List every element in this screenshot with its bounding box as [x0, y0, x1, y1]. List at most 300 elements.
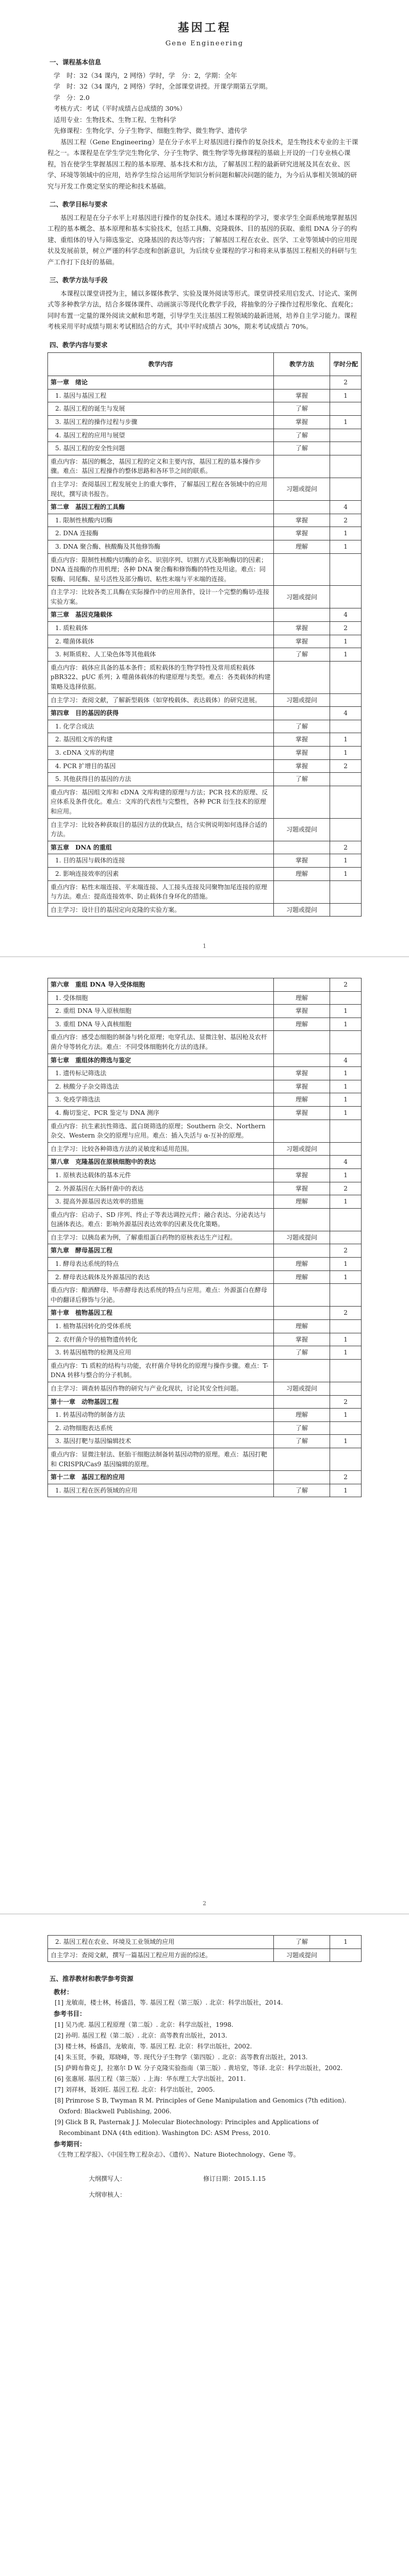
table-row-item	[48, 733, 362, 747]
syllabus-table-part-3	[47, 1935, 362, 1962]
cell-content: 5. 基因工程的安全性问题	[48, 442, 274, 455]
intro-paragraph: 基因工程（Gene Engineering）是在分子水平上对基因进行操作的复杂技术，是生物技术专业的主干课程之一。本课程是在学生学完生物化学、分子生物学、微生物学等先修课程的基础上开设的一门专业核心课程，旨在使学生掌握基因工程的基本原理、基本技术和方法，了解基因工程的最新研究进展及其在农业、医学、环境等领域中的应用，培养学生综合运用所学知识分析问题和解决问题的能力，为今后从事相关领域的研究与开发工作奠定坚实的理论和技术基础。	[47, 138, 358, 190]
table-row-item	[48, 1421, 362, 1435]
table-row-study	[48, 478, 362, 500]
cell-content: 第二章 基因工程的工具酶	[48, 501, 274, 514]
syllabus-table-part-2	[47, 978, 362, 1497]
cell-method	[273, 1359, 330, 1382]
table-row-chapter	[48, 1307, 362, 1320]
table-row-item	[48, 415, 362, 429]
cell-hours: 4	[330, 1156, 362, 1169]
basic-info-line: 学 分：2.0	[54, 93, 90, 101]
table-row-item	[48, 991, 362, 1005]
section-heading-references: 五、推荐教材和教学参考资源	[50, 1975, 134, 1983]
cell-hours	[330, 1284, 362, 1307]
cell-content: 2. 外源基因在大肠杆菌中的表达	[48, 1182, 274, 1195]
cell-hours: 1	[330, 1093, 362, 1107]
cell-method: 了解	[273, 648, 330, 662]
date-field	[203, 2174, 266, 2184]
cell-method: 掌握	[273, 1005, 330, 1018]
cell-content: 重点内容：粘性末端连接、平末端连接、人工接头连接及同聚物加尾连接的原理与方法。难点：提高连接效率、防止载体自身环化的措施。	[48, 880, 274, 903]
cell-method: 习题或提问	[273, 1382, 330, 1396]
cell-content: 重点内容：基因的概念，基因工程的定义和主要内容，基因工程的基本操作步骤。难点：基因工程操作的整体思路和各环节之间的联系。	[48, 455, 274, 478]
cell-content: 1. 转基因动物的制备方法	[48, 1409, 274, 1422]
cell-hours: 1	[330, 389, 362, 402]
cell-hours: 1	[330, 1018, 362, 1031]
table-row-item	[48, 514, 362, 527]
cell-hours	[330, 1382, 362, 1396]
table-header-hours: 学时分配	[330, 353, 362, 376]
cell-hours: 1	[330, 1258, 362, 1271]
cell-content: 1. 化学合成法	[48, 720, 274, 733]
cell-content: 第一章 绪论	[48, 376, 274, 389]
cell-content: 4. PCR 扩增目的基因	[48, 759, 274, 773]
cell-content: 1. 质粒载体	[48, 622, 274, 635]
cell-hours: 1	[330, 1484, 362, 1497]
cell-hours: 4	[330, 1054, 362, 1067]
cell-hours: 2	[330, 1244, 362, 1258]
table-row-item	[48, 1270, 362, 1284]
cell-hours: 2	[330, 1307, 362, 1320]
table-row-key	[48, 1448, 362, 1470]
cell-method: 掌握	[273, 635, 330, 648]
cell-hours: 2	[330, 1182, 362, 1195]
reference-entry: [2] 孙明. 基因工程（第二版）. 北京：高等教育出版社，2013.	[55, 2031, 227, 2039]
cell-content: 重点内容：Ti 质粒的结构与功能，农杆菌介导转化的原理与操作步骤。难点：T-DNA 转移与整合的分子机制。	[48, 1359, 274, 1382]
cell-content: 第十一章 动物基因工程	[48, 1395, 274, 1409]
page-subtitle: Gene Engineering	[165, 39, 244, 47]
cell-content: 3. DNA 聚合酶、核酸酶及其他修饰酶	[48, 540, 274, 553]
table-row-item	[48, 1936, 362, 1949]
reviewer-row	[47, 2190, 362, 2200]
cell-hours	[330, 818, 362, 841]
cell-content: 第六章 重组 DNA 导入受体细胞	[48, 978, 274, 992]
table-row-item	[48, 402, 362, 416]
table-row-item	[48, 540, 362, 553]
reference-entry: [6] 张惠展. 基因工程（第三版）. 上海：华东理工大学出版社，2011.	[55, 2075, 246, 2082]
table-row-chapter	[48, 608, 362, 622]
cell-content: 自主学习：查阅基因工程发展史上的重大事件，了解基因工程在各领域中的应用现状，撰写读书报告。	[48, 478, 274, 500]
table-row-item	[48, 1093, 362, 1107]
syllabus-table-part-1	[47, 352, 362, 917]
cell-hours: 2	[330, 514, 362, 527]
cell-content: 重点内容：显微注射法、胚胎干细胞法制备转基因动物的原理。难点：基因打靶和 CRISPR/Cas9 基因编辑的原理。	[48, 1448, 274, 1470]
table-row-chapter	[48, 1156, 362, 1169]
cell-method: 了解	[273, 402, 330, 416]
cell-hours	[330, 586, 362, 608]
cell-hours	[330, 880, 362, 903]
table-row-chapter	[48, 501, 362, 514]
reference-entry: [4] 朱玉贤，李毅，郑晓峰，等. 现代分子生物学（第四版）. 北京：高等教育出版社，2013.	[55, 2053, 308, 2061]
reference-entry: [3] 楼士林，杨盛昌，龙敏南，等. 基因工程. 北京：科学出版社，2002.	[55, 2042, 252, 2050]
cell-method: 掌握	[273, 514, 330, 527]
cell-method	[273, 1307, 330, 1320]
table-row-item	[48, 1067, 362, 1080]
cell-content: 自主学习：查阅文献，了解新型载体（如穿梭载体、表达载体）的研究进展。	[48, 693, 274, 707]
cell-hours	[330, 720, 362, 733]
cell-method: 理解	[273, 1320, 330, 1333]
cell-content: 4. 酶切鉴定、PCR 鉴定与 DNA 测序	[48, 1106, 274, 1120]
cell-method: 了解	[273, 1484, 330, 1497]
cell-method: 理解	[273, 991, 330, 1005]
cell-method	[273, 1120, 330, 1142]
table-row-item	[48, 1182, 362, 1195]
objectives-paragraph: 基因工程是在分子水平上对基因进行操作的复杂技术。通过本课程的学习，要求学生全面系统地掌握基因工程的基本概念、基本原理和基本实验技术，包括工具酶、克隆载体、目的基因的获取、重组 DNA 分子的构建、重组体的导入与筛选鉴定、克隆基因的表达等内容；了解基因工程在农业、医学、工业等领域中的应用现状及发展前景，树立严谨的科学态度和创新意识，为后续专业课程的学习和将来从事基因工程相关的科研与生产工作打下良好的基础。	[47, 213, 357, 266]
cell-hours	[330, 1031, 362, 1054]
reference-entry: [8] Primrose S B, Twyman R M. Principles of Gene Manipulation and Genomics (7th edition). Oxford: Blackwell Publishing, 2006.	[55, 2096, 347, 2115]
basic-info-line: 适用专业：生物技术、生物工程、生物科学	[54, 115, 176, 124]
cell-content: 2. 农杆菌介导的植物遗传转化	[48, 1333, 274, 1346]
cell-content: 重点内容：载体应具备的基本条件；质粒载体的生物学特性及常用质粒载体 pBR322、pUC 系列；λ 噬菌体载体的构建原理与类型。难点：各类载体的构建策略及选择依据。	[48, 661, 274, 693]
cell-content: 3. cDNA 文库的构建	[48, 747, 274, 760]
page-title: 基因工程	[177, 21, 232, 35]
section-heading-content: 四、教学内容与要求	[50, 341, 108, 349]
cell-content: 3. 转基因植物的检测及应用	[48, 1346, 274, 1360]
cell-method: 习题或提问	[273, 903, 330, 917]
cell-content: 1. 受体细胞	[48, 991, 274, 1005]
page-2	[0, 957, 409, 1913]
table-row-item	[48, 622, 362, 635]
table-row-item	[48, 429, 362, 442]
cell-content: 2. 核酸分子杂交筛选法	[48, 1080, 274, 1093]
cell-content: 2. 基因工程在农业、环境及工业领域的应用	[48, 1936, 274, 1949]
cell-method: 习题或提问	[273, 818, 330, 841]
table-row-key	[48, 786, 362, 818]
cell-method: 掌握	[273, 1168, 330, 1182]
table-row-study	[48, 903, 362, 917]
cell-hours: 1	[330, 1346, 362, 1360]
cell-method	[273, 608, 330, 622]
cell-method	[273, 1208, 330, 1231]
cell-content: 自主学习：调查转基因作物的研究与产业化现状，讨论其安全性问题。	[48, 1382, 274, 1396]
cell-hours	[330, 553, 362, 586]
cell-method	[273, 501, 330, 514]
table-row-item	[48, 759, 362, 773]
cell-method: 习题或提问	[273, 1231, 330, 1244]
cell-content: 重点内容：感受态细胞的制备与转化原理；电穿孔法、显微注射、基因枪及农杆菌介导等转化方法。难点：不同受体细胞转化方法的选择。	[48, 1031, 274, 1054]
table-row-item	[48, 442, 362, 455]
table-row-item	[48, 867, 362, 880]
cell-method: 习题或提问	[273, 1948, 330, 1962]
page-3	[0, 1914, 409, 2576]
cell-method	[273, 376, 330, 389]
cell-method	[273, 1054, 330, 1067]
table-row-item	[48, 773, 362, 786]
table-row-item	[48, 1346, 362, 1360]
cell-method: 了解	[273, 720, 330, 733]
cell-content: 第十二章 基因工程的应用	[48, 1471, 274, 1484]
table-row-key	[48, 1120, 362, 1142]
cell-method: 理解	[273, 1018, 330, 1031]
table-header-method: 教学方法	[273, 353, 330, 376]
cell-content: 重点内容：酿酒酵母、毕赤酵母表达系统的特点与应用。难点：外源蛋白在酵母中的翻译后修饰与分泌。	[48, 1284, 274, 1307]
table-row-item	[48, 635, 362, 648]
cell-method: 习题或提问	[273, 1142, 330, 1156]
table-row-item	[48, 1435, 362, 1448]
cell-method: 理解	[273, 1270, 330, 1284]
reference-list	[47, 2020, 362, 2139]
table-row-item	[48, 1195, 362, 1209]
cell-method	[273, 1284, 330, 1307]
writer-label: 大纲撰写人：	[89, 2175, 126, 2183]
basic-info-line: 学 时：32（34 课内，2 网络）学时，全部课堂讲授。开课学期第五学期。	[54, 82, 272, 91]
cell-hours: 1	[330, 1168, 362, 1182]
cell-method: 掌握	[273, 1106, 330, 1120]
reviewer-label: 大纲审核人：	[89, 2191, 126, 2198]
cell-hours	[330, 455, 362, 478]
table-row-item	[48, 854, 362, 868]
table-row-item	[48, 1018, 362, 1031]
cell-content: 1. 植物基因转化的受体系统	[48, 1320, 274, 1333]
table-row-key	[48, 1359, 362, 1382]
cell-hours: 1	[330, 1936, 362, 1949]
cell-method: 掌握	[273, 733, 330, 747]
cell-content: 3. 免疫学筛选法	[48, 1093, 274, 1107]
cell-hours	[330, 786, 362, 818]
cell-method: 习题或提问	[273, 478, 330, 500]
cell-content: 1. 酵母表达系统的特点	[48, 1258, 274, 1271]
cell-hours	[330, 402, 362, 416]
cell-method: 了解	[273, 773, 330, 786]
date-value: 2015.1.15	[234, 2175, 266, 2183]
cell-content: 第八章 克隆基因在原核细胞中的表达	[48, 1156, 274, 1169]
cell-hours: 2	[330, 622, 362, 635]
cell-method	[273, 1244, 330, 1258]
basic-info-line: 学 时：32（34 课内，2 网络）学时，学 分：2，学期：全年	[54, 71, 237, 79]
cell-hours	[330, 1448, 362, 1470]
cell-method	[273, 707, 330, 720]
table-row-study	[48, 693, 362, 707]
table-row-chapter	[48, 707, 362, 720]
table-row-study	[48, 1142, 362, 1156]
cell-hours: 1	[330, 648, 362, 662]
table-row-study	[48, 1231, 362, 1244]
cell-content: 自主学习：设计目的基因定向克隆的实验方案。	[48, 903, 274, 917]
table-row-item	[48, 1106, 362, 1120]
cell-content: 1. 目的基因与载体的连接	[48, 854, 274, 868]
cell-hours	[330, 991, 362, 1005]
cell-method	[273, 553, 330, 586]
table-row-key	[48, 1284, 362, 1307]
textbook-label: 教材：	[54, 1988, 73, 1996]
cell-content: 3. 柯斯质粒、人工染色体等其他载体	[48, 648, 274, 662]
table-row-item	[48, 747, 362, 760]
cell-hours: 1	[330, 1106, 362, 1120]
signature-row	[47, 2174, 362, 2184]
cell-content: 自主学习：查阅文献，撰写一篇基因工程应用方面的综述。	[48, 1948, 274, 1962]
cell-hours: 2	[330, 1471, 362, 1484]
cell-content: 重点内容：抗生素抗性筛选、蓝白斑筛选的原理；Southern 杂交、Northern 杂交、Western 杂交的原理与应用。难点：插入失活与 α-互补的原理。	[48, 1120, 274, 1142]
table-row-item	[48, 1080, 362, 1093]
cell-content: 自主学习：比较各种筛选方法的灵敏度和适用范围。	[48, 1142, 274, 1156]
cell-content: 2. 基因组文库的构建	[48, 733, 274, 747]
section-heading-methods: 三、教学方法与手段	[50, 276, 108, 284]
table-row-key	[48, 661, 362, 693]
cell-method	[273, 786, 330, 818]
cell-method: 掌握	[273, 415, 330, 429]
page-number: 1	[203, 943, 206, 950]
reviewer-field	[89, 2190, 126, 2200]
cell-method	[273, 1156, 330, 1169]
cell-content: 第三章 基因克隆载体	[48, 608, 274, 622]
cell-method	[273, 661, 330, 693]
cell-content: 自主学习：比较各类工具酶在实际操作中的应用条件，设计一个完整的酶切-连接实验方案。	[48, 586, 274, 608]
cell-method: 了解	[273, 442, 330, 455]
table-row-key	[48, 880, 362, 903]
cell-content: 第七章 重组体的筛选与鉴定	[48, 1054, 274, 1067]
table-row-key	[48, 553, 362, 586]
reference-entry: [9] Glick B R, Pasternak J J. Molecular Biotechnology: Principles and Applications of Recombinant DNA (4th edition). Washington DC: ASM Press, 2010.	[55, 2118, 319, 2137]
cell-method: 掌握	[273, 527, 330, 540]
cell-hours: 1	[330, 1409, 362, 1422]
cell-content: 3. 基因打靶与基因编辑技术	[48, 1435, 274, 1448]
cell-hours	[330, 1231, 362, 1244]
cell-content: 重点内容：限制性核酸内切酶的命名、识别序列、切割方式及影响酶切的因素；DNA 连接酶的作用机理；各种 DNA 聚合酶和修饰酶的特性及用途。难点：同裂酶、同尾酶、星号活性及部分酶切、粘性末端与平末端的连接。	[48, 553, 274, 586]
basic-info-line: 先修课程：生物化学、分子生物学、细胞生物学、微生物学、遗传学	[54, 127, 248, 135]
cell-content: 第十章 植物基因工程	[48, 1307, 274, 1320]
table-row-study	[48, 818, 362, 841]
cell-content: 自主学习：比较各种获取目的基因方法的优缺点，结合实例说明如何选择合适的方法。	[48, 818, 274, 841]
cell-hours: 1	[330, 1067, 362, 1080]
cell-content: 4. 基因工程的应用与展望	[48, 429, 274, 442]
table-row-chapter	[48, 1471, 362, 1484]
section-heading-objectives: 二、教学目标与要求	[50, 200, 108, 209]
table-row-item	[48, 720, 362, 733]
cell-method: 习题或提问	[273, 693, 330, 707]
cell-method	[273, 978, 330, 992]
table-row-study	[48, 586, 362, 608]
cell-method: 掌握	[273, 854, 330, 868]
cell-method: 了解	[273, 429, 330, 442]
methods-paragraph: 本课程以课堂讲授为主，辅以多媒体教学、实验及课外阅读等形式。课堂讲授采用启发式、讨论式、案例式等多种教学方法，结合多媒体课件、动画演示等现代化教学手段，将抽象的分子操作过程形象化、直观化；同时布置一定量的课外阅读文献和思考题，引导学生关注基因工程领域的最新进展，培养自主学习能力。课程考核采用平时成绩与期末考试相结合的方式，其中平时成绩占 30%，期末考试成绩占 70%。	[47, 289, 357, 331]
journals-label: 参考期刊：	[54, 2140, 86, 2148]
cell-method: 掌握	[273, 759, 330, 773]
table-row-chapter	[48, 841, 362, 854]
page-1	[0, 0, 409, 956]
cell-hours	[330, 1120, 362, 1142]
cell-method: 习题或提问	[273, 586, 330, 608]
cell-hours	[330, 1359, 362, 1382]
cell-content: 1. 基因与基因工程	[48, 389, 274, 402]
cell-hours	[330, 1421, 362, 1435]
cell-method: 了解	[273, 1421, 330, 1435]
cell-hours: 1	[330, 747, 362, 760]
cell-content: 2. 影响连接效率的因素	[48, 867, 274, 880]
table-row-study	[48, 1382, 362, 1396]
page-number: 2	[203, 1900, 206, 1907]
writer-field	[89, 2174, 126, 2184]
table-row-chapter	[48, 1244, 362, 1258]
cell-hours: 2	[330, 841, 362, 854]
cell-method	[273, 1031, 330, 1054]
cell-method	[273, 841, 330, 854]
cell-method: 理解	[273, 1093, 330, 1107]
cell-content: 3. 重组 DNA 导入真核细胞	[48, 1018, 274, 1031]
cell-hours	[330, 661, 362, 693]
table-row-chapter	[48, 1054, 362, 1067]
reference-entry: [5] 萨姆布鲁克 J，拉塞尔 D W. 分子克隆实验指南（第三版）. 黄培堂，等译. 北京：科学出版社，2002.	[55, 2064, 343, 2072]
table-row-key	[48, 455, 362, 478]
cell-content: 自主学习：以胰岛素为例，了解重组蛋白药物的原核表达生产过程。	[48, 1231, 274, 1244]
cell-method: 掌握	[273, 389, 330, 402]
cell-content: 1. 遗传标记筛选法	[48, 1067, 274, 1080]
journals-entry: 《生物工程学报》、《中国生物工程杂志》、《遗传》、Nature Biotechnology、Gene 等。	[55, 2151, 300, 2159]
cell-method	[273, 1448, 330, 1470]
table-row-study	[48, 1948, 362, 1962]
cell-hours: 2	[330, 376, 362, 389]
cell-content: 重点内容：基因组文库和 cDNA 文库构建的原理与方法；PCR 技术的原理、反应体系及条件优化。难点：文库的代表性与完整性，各种 PCR 衍生技术的原理和应用。	[48, 786, 274, 818]
table-row-item	[48, 1409, 362, 1422]
cell-content: 第四章 目的基因的获得	[48, 707, 274, 720]
cell-hours	[330, 693, 362, 707]
table-row-item	[48, 527, 362, 540]
cell-method	[273, 1395, 330, 1409]
cell-hours: 1	[330, 1195, 362, 1209]
cell-content: 第五章 DNA 的重组	[48, 841, 274, 854]
table-row-key	[48, 1208, 362, 1231]
cell-method: 了解	[273, 1435, 330, 1448]
cell-method	[273, 455, 330, 478]
cell-hours: 1	[330, 1080, 362, 1093]
cell-hours: 1	[330, 1333, 362, 1346]
cell-method: 理解	[273, 540, 330, 553]
cell-hours: 1	[330, 854, 362, 868]
cell-hours: 2	[330, 759, 362, 773]
cell-hours	[330, 429, 362, 442]
reference-entry: [7] 刘祥林，聂刘旺. 基因工程. 北京：科学出版社，2005.	[55, 2086, 215, 2093]
cell-method: 掌握	[273, 1182, 330, 1195]
cell-method: 掌握	[273, 747, 330, 760]
table-row-item	[48, 1320, 362, 1333]
cell-hours	[330, 1320, 362, 1333]
cell-hours: 1	[330, 867, 362, 880]
cell-hours: 1	[330, 1435, 362, 1448]
cell-method	[273, 880, 330, 903]
cell-hours: 1	[330, 415, 362, 429]
textbook-entry: [1] 龙敏南，楼士林，杨盛昌，等. 基因工程（第三版）. 北京：科学出版社，2014.	[55, 1999, 283, 2007]
cell-method: 掌握	[273, 1067, 330, 1080]
reference-entry: [1] 吴乃虎. 基因工程原理（第二版）. 北京：科学出版社，1998.	[55, 2021, 234, 2028]
cell-hours: 2	[330, 978, 362, 992]
table-row-item	[48, 1484, 362, 1497]
table-row-item	[48, 1005, 362, 1018]
cell-content: 2. 酵母表达载体及外源基因的表达	[48, 1270, 274, 1284]
cell-hours: 4	[330, 501, 362, 514]
cell-hours	[330, 442, 362, 455]
cell-hours: 1	[330, 1005, 362, 1018]
cell-hours: 1	[330, 527, 362, 540]
cell-content: 1. 限制性核酸内切酶	[48, 514, 274, 527]
cell-hours	[330, 773, 362, 786]
cell-content: 2. 基因工程的诞生与发展	[48, 402, 274, 416]
section-heading-basic-info: 一、课程基本信息	[50, 58, 102, 66]
cell-content: 1. 原核表达载体的基本元件	[48, 1168, 274, 1182]
cell-content: 第九章 酵母基因工程	[48, 1244, 274, 1258]
cell-content: 2. 重组 DNA 导入原核细胞	[48, 1005, 274, 1018]
cell-content: 1. 基因工程在医药领域的应用	[48, 1484, 274, 1497]
cell-hours	[330, 1208, 362, 1231]
cell-hours	[330, 1142, 362, 1156]
cell-method: 理解	[273, 1258, 330, 1271]
table-row-chapter	[48, 978, 362, 992]
cell-content: 5. 其他获得目的基因的方法	[48, 773, 274, 786]
cell-hours: 1	[330, 733, 362, 747]
cell-hours: 2	[330, 1395, 362, 1409]
table-row-item	[48, 389, 362, 402]
table-row-item	[48, 1333, 362, 1346]
cell-hours	[330, 903, 362, 917]
cell-hours: 4	[330, 707, 362, 720]
